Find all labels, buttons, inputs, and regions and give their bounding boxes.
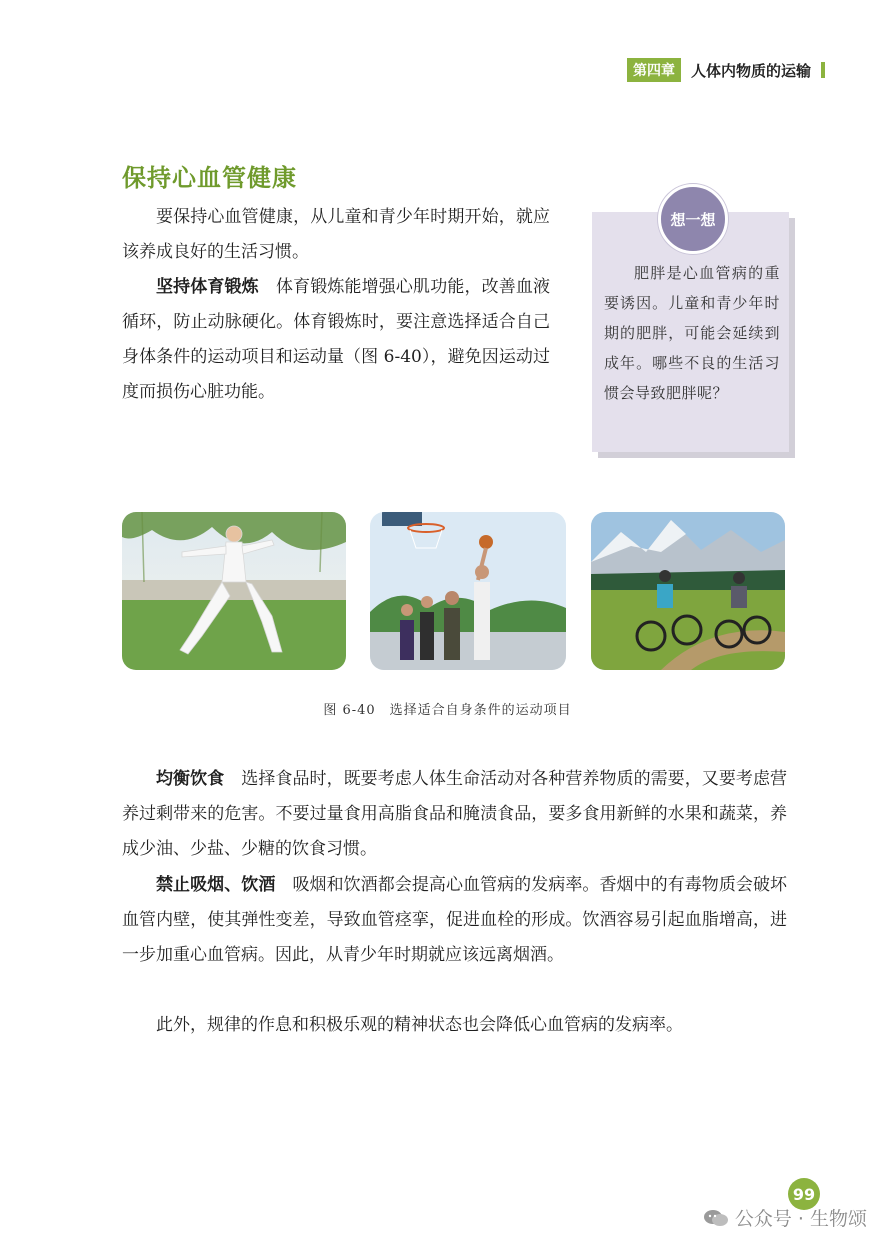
intro-paragraph: 要保持心血管健康，从儿童和青少年时期开始，就应该养成良好的生活习惯。	[122, 207, 550, 262]
think-text: 肥胖是心血管病的重要诱因。儿童和青少年时期的肥胖，可能会延续到成年。哪些不良的生活习惯会导致肥胖呢？	[604, 264, 780, 402]
diet-text: 选择食品时，既要考虑人体生命活动对各种营养物质的需要，又要考虑营养过剩带来的危害。不要过量食用高脂食品和腌渍食品，要多食用新鲜的水果和蔬菜，养成少油、少盐、少糖的饮食习惯。	[122, 769, 788, 859]
chapter-bar	[821, 62, 825, 78]
exercise-paragraph	[122, 270, 550, 410]
chapter-header	[627, 58, 825, 82]
figure-caption: 图 6-40 选择适合自身条件的运动项目	[323, 703, 572, 718]
watermark-text: 公众号 · 生物颂	[734, 1208, 867, 1230]
photo-taichi	[122, 512, 346, 670]
smoking-text: 吸烟和饮酒都会提高心血管病的发病率。香烟中的有毒物质会破坏血管内壁，使其弹性变差，导致血管痉挛，促进血栓的形成。饮酒容易引起血脂增高，进一步加重心血管病。因此，从青少年时期就应该远离烟酒。	[122, 875, 788, 965]
exercise-heading: 坚持体育锻炼	[156, 277, 259, 297]
wechat-icon	[703, 1208, 729, 1228]
photo-cycling	[591, 512, 785, 670]
closing-paragraph: 此外，规律的作息和积极乐观的精神状态也会降低心血管病的发病率。	[156, 1015, 683, 1035]
chapter-tag: 第四章	[627, 58, 681, 82]
watermark	[703, 1204, 867, 1231]
smoking-heading: 禁止吸烟、饮酒	[156, 875, 276, 895]
exercise-text: 体育锻炼能增强心肌功能，改善血液循环，防止动脉硬化。体育锻炼时，要注意选择适合自己身体条件的运动项目和运动量（图 6-40），避免因运动过度而损伤心脏功能。	[122, 277, 551, 402]
diet-paragraph	[122, 762, 787, 867]
section-title: 保持心血管健康	[122, 164, 297, 192]
diet-heading: 均衡饮食	[156, 769, 225, 789]
photo-basketball	[370, 512, 566, 670]
chapter-title: 人体内物质的运输	[690, 61, 811, 80]
page-number: 99	[788, 1178, 820, 1210]
think-badge: 想一想	[658, 184, 728, 254]
smoking-paragraph	[122, 868, 787, 973]
